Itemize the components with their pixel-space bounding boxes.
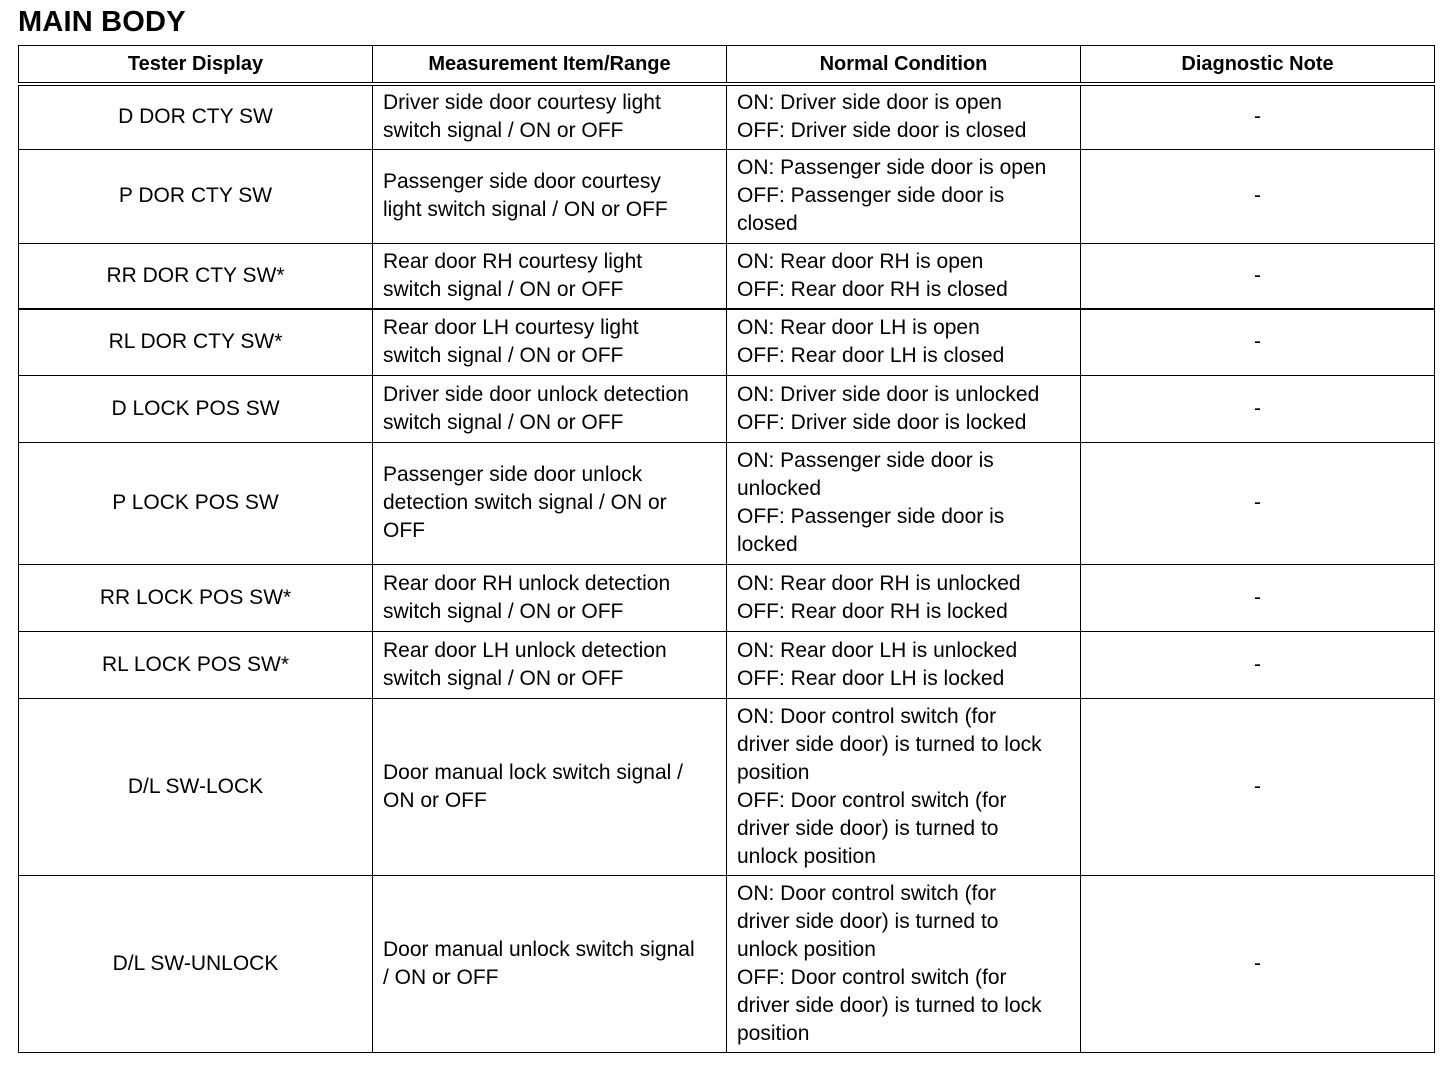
tester-display-cell: D/L SW-UNLOCK [19, 875, 373, 1052]
measurement-item-cell: Passenger side door unlock detection switch signal / ON or OFF [373, 442, 727, 564]
table-row [19, 442, 1435, 564]
diagnostic-note-cell: - [1081, 875, 1435, 1052]
measurement-item-cell: Driver side door courtesy light switch signal / ON or OFF [373, 84, 727, 149]
table-row [19, 309, 1435, 375]
tester-display-cell: D DOR CTY SW [19, 84, 373, 149]
diagnostic-note-cell: - [1081, 631, 1435, 698]
diagnostic-note-cell: - [1081, 243, 1435, 309]
table-row [19, 564, 1435, 631]
diagnostic-note-cell: - [1081, 698, 1435, 875]
measurement-item-cell: Driver side door unlock detection switch signal / ON or OFF [373, 375, 727, 442]
measurement-item-cell: Door manual unlock switch signal / ON or OFF [373, 875, 727, 1052]
normal-condition-cell: ON: Door control switch (for driver side door) is turned to unlock position OFF: Door control switch (for driver side door) is turned to lock position [727, 875, 1081, 1052]
table-row [19, 375, 1435, 442]
diagnostic-note-cell: - [1081, 564, 1435, 631]
measurement-item-cell: Rear door RH unlock detection switch signal / ON or OFF [373, 564, 727, 631]
normal-condition-cell: ON: Driver side door is unlocked OFF: Driver side door is locked [727, 375, 1081, 442]
normal-condition-cell: ON: Door control switch (for driver side door) is turned to lock position OFF: Door control switch (for driver side door) is turned to unlock position [727, 698, 1081, 875]
normal-condition-cell: ON: Passenger side door is unlocked OFF: Passenger side door is locked [727, 442, 1081, 564]
measurement-item-cell: Door manual lock switch signal / ON or OFF [373, 698, 727, 875]
measurement-item-cell: Passenger side door courtesy light switch signal / ON or OFF [373, 149, 727, 243]
normal-condition-cell: ON: Rear door RH is open OFF: Rear door RH is closed [727, 243, 1081, 309]
tester-display-cell: RL DOR CTY SW* [19, 309, 373, 375]
table-row [19, 84, 1435, 149]
tester-display-cell: D/L SW-LOCK [19, 698, 373, 875]
tester-display-cell: D LOCK POS SW [19, 375, 373, 442]
header-normal-condition: Normal Condition [727, 46, 1081, 85]
header-measurement-item: Measurement Item/Range [373, 46, 727, 85]
tester-display-cell: P DOR CTY SW [19, 149, 373, 243]
measurement-item-cell: Rear door LH courtesy light switch signal / ON or OFF [373, 309, 727, 375]
diagnostic-note-cell: - [1081, 375, 1435, 442]
diagnostic-table [18, 45, 1435, 1053]
tester-display-cell: P LOCK POS SW [19, 442, 373, 564]
tester-display-cell: RR LOCK POS SW* [19, 564, 373, 631]
measurement-item-cell: Rear door RH courtesy light switch signal / ON or OFF [373, 243, 727, 309]
table-row [19, 243, 1435, 309]
normal-condition-cell: ON: Rear door RH is unlocked OFF: Rear door RH is locked [727, 564, 1081, 631]
table-header-row [19, 46, 1435, 85]
diagnostic-note-cell: - [1081, 442, 1435, 564]
tester-display-cell: RL LOCK POS SW* [19, 631, 373, 698]
table-row [19, 698, 1435, 875]
diagnostic-note-cell: - [1081, 84, 1435, 149]
page-title: MAIN BODY [18, 6, 186, 38]
tester-display-cell: RR DOR CTY SW* [19, 243, 373, 309]
diagnostic-note-cell: - [1081, 309, 1435, 375]
measurement-item-cell: Rear door LH unlock detection switch signal / ON or OFF [373, 631, 727, 698]
normal-condition-cell: ON: Passenger side door is open OFF: Passenger side door is closed [727, 149, 1081, 243]
normal-condition-cell: ON: Driver side door is open OFF: Driver side door is closed [727, 84, 1081, 149]
table-row [19, 631, 1435, 698]
normal-condition-cell: ON: Rear door LH is unlocked OFF: Rear door LH is locked [727, 631, 1081, 698]
header-diagnostic-note: Diagnostic Note [1081, 46, 1435, 85]
diagnostic-note-cell: - [1081, 149, 1435, 243]
table-row [19, 149, 1435, 243]
table-row [19, 875, 1435, 1052]
normal-condition-cell: ON: Rear door LH is open OFF: Rear door LH is closed [727, 309, 1081, 375]
header-tester-display: Tester Display [19, 46, 373, 85]
